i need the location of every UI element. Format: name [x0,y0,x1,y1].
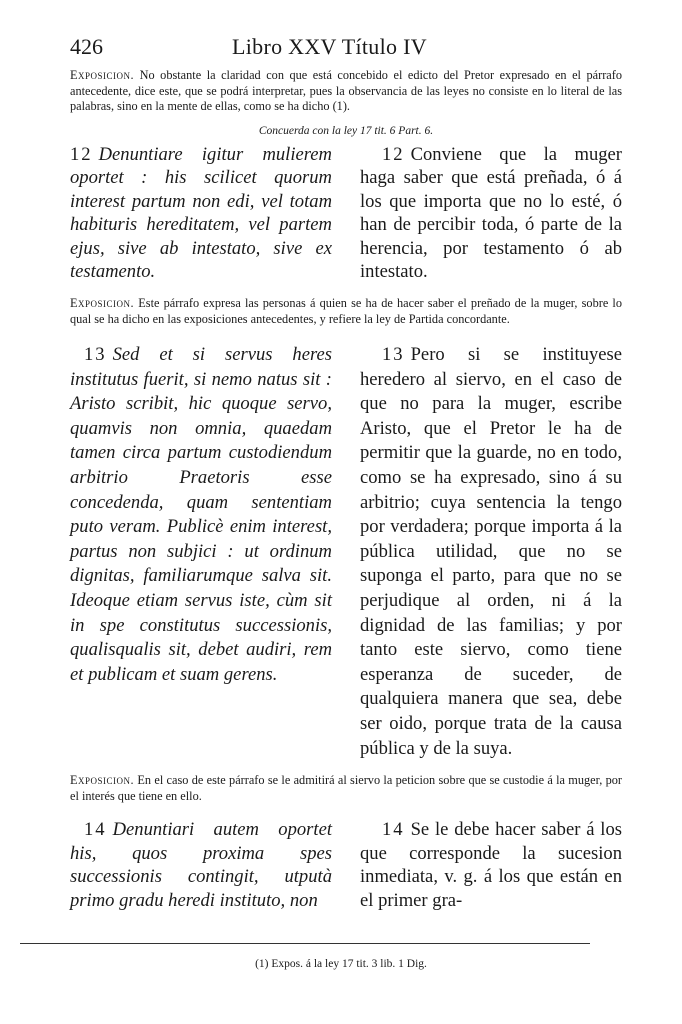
spanish-text: Conviene que la muger haga saber que está preñada, ó á los que importa que no lo esté, ó han de percibir toda, ó parte de la herencia, por testamento ó ab intestato. [360,143,622,283]
latin-text: Sed et si servus heres institutus fuerit, si nemo natus sit : Aristo scribit, hic quoque servo, quamvis non omnia, quaedam tamen circa partum custodiendum arbitrio Praetoris esse concedenda, quam sententiam puto veram. Publicè enim interest, partus non subjici : ut ordinum dignitas, familiarumque salva sit. Ideoque etiam servus iste, cùm sit in spe constitutus successionis, qualisqualis sit, debet audiri, rem et publicam et suam gerens. [70,344,332,685]
exposition-label: Exposicion. [70,773,135,788]
latin-column [70,143,332,285]
spanish-column [360,818,622,912]
page-number: 426 [70,34,103,59]
exposition-label: Exposicion. [70,296,135,311]
section-13 [70,343,622,761]
exposition-3 [70,773,622,804]
footnote-divider [20,943,590,944]
section-number: 12 [382,143,405,165]
page-header [70,34,622,68]
section-number: 13 [84,344,107,366]
exposition-1 [70,68,622,115]
section-number: 14 [382,819,405,841]
spanish-text: Se le debe hacer saber á los que corresponde la sucesion inmediata, v. g. á los que están en el primer gra- [360,819,622,911]
exposition-2 [70,296,622,327]
spanish-text: Pero si se instituyese heredero al siervo, en el caso de que no para la muger, escribe Aristo, que el Pretor le ha de permitir que la guarde, no en todo, como se ha expresado, sino á su arbitrio; cuya sentencia la tengo por verdadera; porque importa á la pública utilidad, que no se suponga el parto, para que no se perjudique al orden, ni á la dignidad de las familias; y por tanto este siervo, como tiene esperanza de suceder, de qualquiera manera que sea, debe ser oido, porque trata de la causa pública y de la suya. [360,344,622,759]
latin-column [70,818,332,912]
section-12 [70,143,622,285]
exposition-text: En el caso de este párrafo se le admitirá al siervo la peticion sobre que se custodie á la muger, por el interés que tiene en ello. [70,773,622,803]
latin-column [70,343,332,761]
spanish-column [360,143,622,285]
section-number: 14 [84,819,107,841]
exposition-text: Este párrafo expresa las personas á quien se ha de hacer saber el preñado de la muger, sobre lo qual se ha dicho en las exposiciones antecedentes, y refiere la ley de Partida concordante. [70,296,623,326]
exposition-text: No obstante la claridad con que está concebido el edicto del Pretor expresado en el párrafo antecedente, dice este, que se podrá interpretar, pues la observancia de las leyes no consiste en lo literal de las palabras, sino en la mente de ellas, como se ha dicho (1). [70,68,622,113]
section-number: 12 [70,143,93,165]
spanish-column [360,343,622,761]
latin-text: Denuntiari autem oportet his, quos proxima spes successionis contingit, utputà primo gradu heredi instituto, non [70,819,332,911]
footnote: (1) Expos. á la ley 17 tit. 3 lib. 1 Dig. [255,958,427,970]
section-14 [70,818,622,912]
exposition-label: Exposicion. [70,68,135,82]
running-title: Libro XXV Título IV [232,34,427,59]
concordance-note: Concuerda con la ley 17 tit. 6 Part. 6. [258,124,434,137]
page-body [70,34,622,913]
section-number: 13 [382,344,405,366]
latin-text: Denuntiare igitur mulierem oportet : his scilicet quorum interest partum non edi, vel totam habituris hereditatem, vel partem ejus, sive ab intestato, sive ex testamento. [70,143,332,283]
